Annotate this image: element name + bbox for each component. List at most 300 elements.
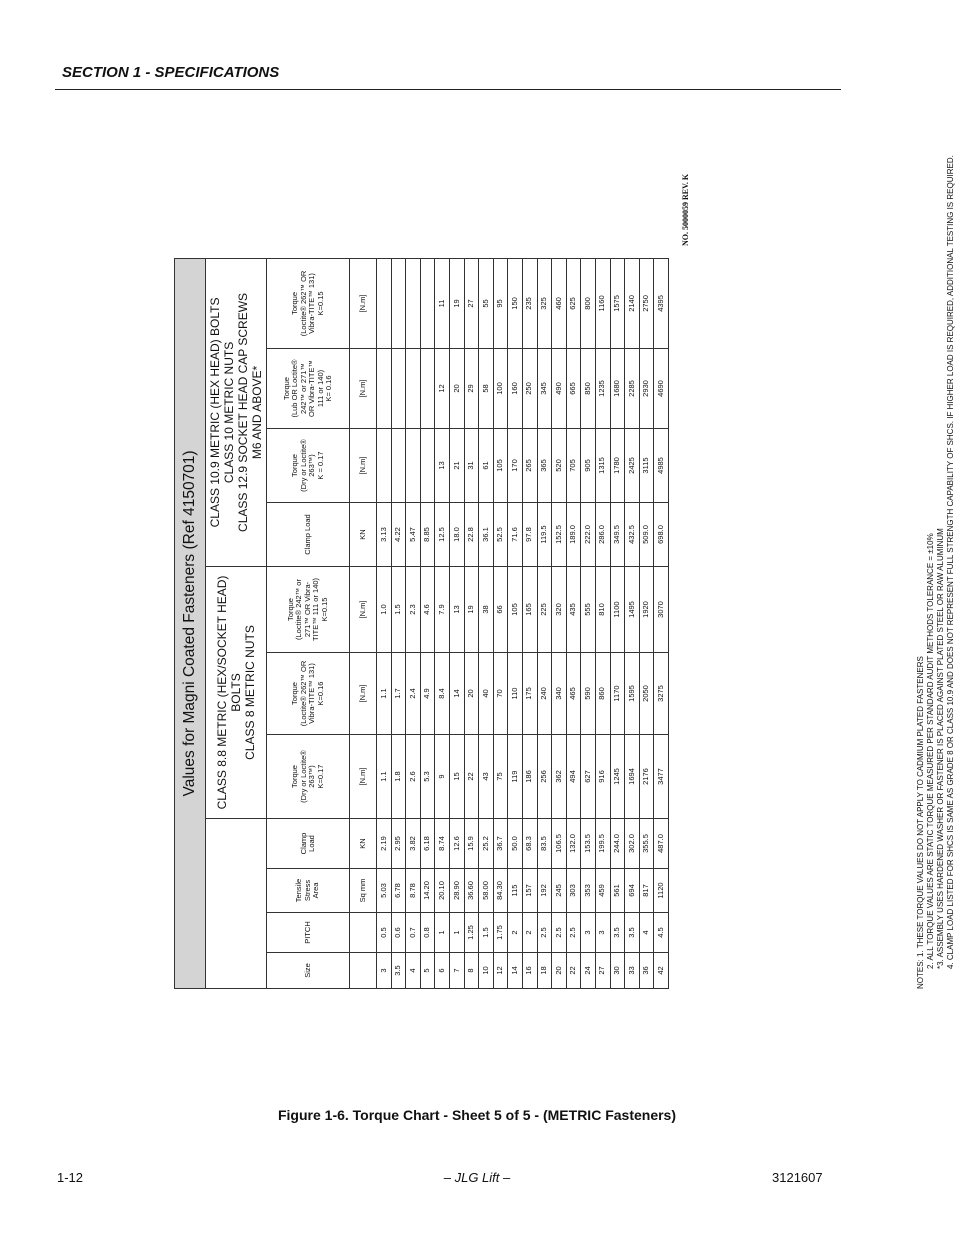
table-cell: 3.5 xyxy=(610,913,625,953)
table-cell: 106.5 xyxy=(552,819,567,869)
table-cell: 83.5 xyxy=(537,819,552,869)
table-row xyxy=(654,258,669,988)
table-row xyxy=(552,258,567,988)
table-cell: 40 xyxy=(479,653,494,735)
table-cell: 170 xyxy=(508,429,523,503)
column-header-line: (Loctite® 262™ OR xyxy=(298,660,308,727)
table-cell: 509.0 xyxy=(639,503,654,567)
table-cell: 490 xyxy=(552,349,567,429)
table-cell: 705 xyxy=(566,429,581,503)
table-row xyxy=(639,258,654,988)
table-cell: 25.2 xyxy=(479,819,494,869)
unit-cell: [N.m] xyxy=(350,735,377,819)
table-cell: 2050 xyxy=(639,653,654,735)
table-cell: 353 xyxy=(581,869,596,913)
table-cell: 694 xyxy=(625,869,640,913)
table-cell: 199.5 xyxy=(595,819,610,869)
table-cell xyxy=(420,258,435,348)
note-line: 4. CLAMP LOAD LISTED FOR SHCS IS SAME AS GRADE 8 OR CLASS 10.9 AND DOES NOT REPRESENT FULL STRENGTH CAPABILITY OF SHCS. IF HIGHER LOAD IS REQUIRED, ADDITIONAL TESTING IS REQUIRED. xyxy=(946,155,955,969)
table-cell: 1100 xyxy=(610,567,625,653)
table-cell: 24 xyxy=(581,953,596,989)
table-cell: 1.8 xyxy=(391,735,406,819)
table-cell: 1235 xyxy=(595,349,610,429)
table-cell: 9 xyxy=(435,735,450,819)
table-cell: 222.0 xyxy=(581,503,596,567)
table-cell: 10 xyxy=(479,953,494,989)
table-cell: 3477 xyxy=(654,735,669,819)
table-cell: 22 xyxy=(464,735,479,819)
table-cell: 3 xyxy=(581,913,596,953)
section-title: SECTION 1 - SPECIFICATIONS xyxy=(62,64,280,81)
table-row xyxy=(435,258,450,988)
table-cell: 1920 xyxy=(639,567,654,653)
table-cell: 119.5 xyxy=(537,503,552,567)
table-cell: 1.5 xyxy=(479,913,494,953)
unit-cell: Sq mm xyxy=(350,869,377,913)
table-cell: 4.6 xyxy=(420,567,435,653)
column-header xyxy=(267,567,350,653)
table-cell: 2.5 xyxy=(552,913,567,953)
table-cell: 8.78 xyxy=(406,869,421,913)
table-cell: 3 xyxy=(595,913,610,953)
table-row xyxy=(581,258,596,988)
column-header-line: 271™ OR Vibra- xyxy=(302,581,312,638)
column-header-line: Torque xyxy=(290,454,299,477)
group-spacer xyxy=(206,819,267,989)
table-cell: 13 xyxy=(435,429,450,503)
table-cell: 186 xyxy=(522,735,537,819)
column-header xyxy=(267,913,350,953)
table-cell: 1495 xyxy=(625,567,640,653)
header-divider xyxy=(55,89,841,90)
table-cell: 0.8 xyxy=(420,913,435,953)
table-cell: 19 xyxy=(449,258,464,348)
table-cell: 345 xyxy=(537,349,552,429)
unit-cell xyxy=(350,913,377,953)
table-cell: 5.3 xyxy=(420,735,435,819)
column-header xyxy=(267,258,350,348)
table-cell: 153.5 xyxy=(581,819,596,869)
table-cell: 1315 xyxy=(595,429,610,503)
column-header-line: Stress xyxy=(302,879,312,902)
table-cell: 2.4 xyxy=(406,653,421,735)
table-row xyxy=(479,258,494,988)
table-cell: 2 xyxy=(508,913,523,953)
table-cell: 1 xyxy=(449,913,464,953)
table-cell xyxy=(406,429,421,503)
table-cell: 15 xyxy=(449,735,464,819)
table-cell: 97.8 xyxy=(522,503,537,567)
group-class-10-9-line: M6 AND ABOVE* xyxy=(250,365,264,460)
table-cell: 175 xyxy=(522,653,537,735)
table-cell: 340 xyxy=(552,653,567,735)
page-number: 1-12 xyxy=(57,1170,84,1185)
table-cell xyxy=(391,349,406,429)
table-cell: 1 xyxy=(435,913,450,953)
table-row xyxy=(508,258,523,988)
column-header-line: (Dry or Loctite® xyxy=(298,439,308,492)
table-cell: 43 xyxy=(479,735,494,819)
table-cell: 3115 xyxy=(639,429,654,503)
table-cell: 66 xyxy=(493,567,508,653)
table-cell: 1680 xyxy=(610,349,625,429)
table-cell: 465 xyxy=(566,653,581,735)
column-header-line: Vibra-TITE™ 131) xyxy=(307,663,316,724)
unit-cell: [N.m] xyxy=(350,567,377,653)
table-cell xyxy=(420,429,435,503)
table-cell: 16 xyxy=(522,953,537,989)
table-row xyxy=(493,258,508,988)
table-cell: 1170 xyxy=(610,653,625,735)
column-header xyxy=(267,869,350,913)
table-cell: 2 xyxy=(522,913,537,953)
table-cell: 165 xyxy=(522,567,537,653)
column-header-line: K=0.15 xyxy=(315,291,325,316)
table-cell xyxy=(377,429,392,503)
column-header xyxy=(267,503,350,567)
table-title: Values for Magni Coated Fasteners (Ref 4150701) xyxy=(175,258,206,988)
table-cell: 5.47 xyxy=(406,503,421,567)
table-cell: 432.5 xyxy=(625,503,640,567)
table-cell: 0.7 xyxy=(406,913,421,953)
column-header-line: Torque xyxy=(290,291,299,315)
table-cell: 245 xyxy=(552,869,567,913)
table-cell: 8.4 xyxy=(435,653,450,735)
table-cell: 2.95 xyxy=(391,819,406,869)
table-row xyxy=(391,258,406,988)
table-cell: 14.20 xyxy=(420,869,435,913)
column-header xyxy=(267,349,350,429)
table-cell: 36.1 xyxy=(479,503,494,567)
table-cell: 817 xyxy=(639,869,654,913)
table-cell: 916 xyxy=(595,735,610,819)
table-cell: 362 xyxy=(552,735,567,819)
table-cell: 4690 xyxy=(654,349,669,429)
column-header-line: Torque xyxy=(290,765,299,788)
table-cell: 4985 xyxy=(654,429,669,503)
table-cell: 303 xyxy=(566,869,581,913)
table-cell: 132.0 xyxy=(566,819,581,869)
torque-chart-content xyxy=(174,151,955,989)
table-cell: 905 xyxy=(581,429,596,503)
table-cell xyxy=(377,349,392,429)
column-header xyxy=(267,429,350,503)
torque-table-body xyxy=(377,258,669,988)
table-cell: 152.5 xyxy=(552,503,567,567)
table-cell: 58.00 xyxy=(479,869,494,913)
table-cell: 256 xyxy=(537,735,552,819)
table-cell: 302.0 xyxy=(625,819,640,869)
table-cell: 494 xyxy=(566,735,581,819)
table-cell: 1245 xyxy=(610,735,625,819)
column-header-line: OR Vibra-TITE™ xyxy=(307,360,316,417)
table-cell: 225 xyxy=(537,567,552,653)
table-row xyxy=(464,258,479,988)
group-class-10-9-line: CLASS 10 METRIC NUTS xyxy=(222,341,236,484)
table-cell: 110 xyxy=(508,653,523,735)
table-cell: 286.0 xyxy=(595,503,610,567)
table-cell: 698.0 xyxy=(654,503,669,567)
table-cell: 320 xyxy=(552,567,567,653)
figure-caption: Figure 1-6. Torque Chart - Sheet 5 of 5 - (METRIC Fasteners) xyxy=(277,1107,676,1123)
table-cell: 12.5 xyxy=(435,503,450,567)
table-cell: 2.5 xyxy=(566,913,581,953)
table-cell: 355.5 xyxy=(639,819,654,869)
unit-cell: KN xyxy=(350,819,377,869)
table-cell: 8 xyxy=(464,953,479,989)
table-cell: 3275 xyxy=(654,653,669,735)
table-cell: 36.60 xyxy=(464,869,479,913)
table-cell: 58 xyxy=(479,349,494,429)
table-cell: 2285 xyxy=(625,349,640,429)
unit-cell: KN xyxy=(350,503,377,567)
table-cell: 1.1 xyxy=(377,653,392,735)
table-cell: 590 xyxy=(581,653,596,735)
table-cell: 55 xyxy=(479,258,494,348)
note-line: NOTES: 1. THESE TORQUE VALUES DO NOT APPLY TO CADMIUM PLATED FASTENERS xyxy=(916,656,925,989)
table-row xyxy=(449,258,464,988)
table-cell: 2.6 xyxy=(406,735,421,819)
table-cell: 0.5 xyxy=(377,913,392,953)
table-cell xyxy=(406,349,421,429)
table-cell: 20 xyxy=(449,349,464,429)
table-cell: 1575 xyxy=(610,258,625,348)
column-header-line: K=0.16 xyxy=(315,681,325,706)
table-cell: 6 xyxy=(435,953,450,989)
table-cell: 1694 xyxy=(625,735,640,819)
table-cell: 2750 xyxy=(639,258,654,348)
column-header-line: Tensile xyxy=(294,878,304,903)
note-line: *3. ASSEMBLY USES HARDENED WASHER OR FASTENER IS PLACED AGAINST PLATED STEEL OR RAW ALUMINUM xyxy=(936,528,945,969)
note-line: 2. ALL TORQUE VALUES ARE STATIC TORQUE MEASURED PER STANDARD AUDIT METHODS TOLERANCE = ±10% xyxy=(926,533,935,969)
table-cell: 5 xyxy=(420,953,435,989)
column-header-line: PITCH xyxy=(302,921,312,944)
table-cell xyxy=(406,258,421,348)
table-cell: 27 xyxy=(464,258,479,348)
table-cell: 115 xyxy=(508,869,523,913)
table-cell: 71.6 xyxy=(508,503,523,567)
group-class-8-8 xyxy=(206,567,267,819)
table-row xyxy=(537,258,552,988)
group-class-10-9-line: CLASS 10.9 METRIC (HEX HEAD) BOLTS xyxy=(208,297,222,528)
column-header-row xyxy=(267,258,350,988)
table-cell: 6.18 xyxy=(420,819,435,869)
table-cell: 2.3 xyxy=(406,567,421,653)
table-cell: 8.85 xyxy=(420,503,435,567)
table-cell: 33 xyxy=(625,953,640,989)
table-cell: 105 xyxy=(508,567,523,653)
table-cell: 2.5 xyxy=(537,913,552,953)
table-cell: 13 xyxy=(449,567,464,653)
table-cell: 6.78 xyxy=(391,869,406,913)
table-row xyxy=(566,258,581,988)
footer-brand: – JLG Lift – xyxy=(443,1170,511,1185)
column-header-line: Area xyxy=(311,882,321,899)
table-cell: 365 xyxy=(537,429,552,503)
unit-cell: [N.m] xyxy=(350,429,377,503)
table-cell: 157 xyxy=(522,869,537,913)
table-cell: 2140 xyxy=(625,258,640,348)
table-cell: 325 xyxy=(537,258,552,348)
table-cell: 20.10 xyxy=(435,869,450,913)
unit-cell: [N.m] xyxy=(350,258,377,348)
table-cell: 20 xyxy=(552,953,567,989)
table-cell: 75 xyxy=(493,735,508,819)
column-header-line: (Loctite® 242™ or xyxy=(294,579,304,640)
column-header-line: (Dry or Loctite® xyxy=(298,750,308,803)
unit-cell xyxy=(350,953,377,989)
table-cell: 20 xyxy=(464,653,479,735)
table-cell: 84.30 xyxy=(493,869,508,913)
table-cell: 250 xyxy=(522,349,537,429)
column-header-line: K = 0.17 xyxy=(315,451,325,480)
table-cell: 1.1 xyxy=(377,735,392,819)
column-header-line: K=0.15 xyxy=(319,597,329,622)
table-cell: 38 xyxy=(479,567,494,653)
table-cell xyxy=(420,349,435,429)
column-header-line: Torque xyxy=(281,377,291,400)
table-cell: 14 xyxy=(508,953,523,989)
column-header-line: K=0.17 xyxy=(315,764,325,789)
unit-cell: [N.m] xyxy=(350,653,377,735)
table-cell: 1.5 xyxy=(391,567,406,653)
table-row xyxy=(522,258,537,988)
table-cell: 4395 xyxy=(654,258,669,348)
table-cell: 265 xyxy=(522,429,537,503)
rotated-torque-chart xyxy=(174,155,955,1097)
table-cell: 860 xyxy=(595,653,610,735)
column-header-line: Size xyxy=(302,963,312,978)
table-cell: 11 xyxy=(435,258,450,348)
table-cell: 800 xyxy=(581,258,596,348)
table-cell: 459 xyxy=(595,869,610,913)
table-cell: 3070 xyxy=(654,567,669,653)
table-cell: 22 xyxy=(566,953,581,989)
table-cell: 2176 xyxy=(639,735,654,819)
table-cell: 1.25 xyxy=(464,913,479,953)
table-cell: 189.0 xyxy=(566,503,581,567)
table-cell: 3.82 xyxy=(406,819,421,869)
unit-cell: [N.m] xyxy=(350,349,377,429)
table-cell xyxy=(391,429,406,503)
table-cell: 7.9 xyxy=(435,567,450,653)
table-cell: 18 xyxy=(537,953,552,989)
group-class-8-8-line: CLASS 8 METRIC NUTS xyxy=(243,625,257,760)
table-cell: 15.9 xyxy=(464,819,479,869)
column-header-line: Clamp Load xyxy=(302,514,312,555)
table-cell: 240 xyxy=(537,653,552,735)
table-cell: 27 xyxy=(595,953,610,989)
table-cell: 627 xyxy=(581,735,596,819)
table-cell: 61 xyxy=(479,429,494,503)
table-cell: 30 xyxy=(610,953,625,989)
column-header-line: Clamp xyxy=(298,832,308,855)
table-cell: 100 xyxy=(493,349,508,429)
torque-table xyxy=(174,258,669,989)
table-cell: 520 xyxy=(552,429,567,503)
column-header-line: Torque xyxy=(285,598,295,621)
table-cell xyxy=(391,258,406,348)
table-cell: 2930 xyxy=(639,349,654,429)
table-cell: 435 xyxy=(566,567,581,653)
table-cell: 50.0 xyxy=(508,819,523,869)
table-cell: 4.9 xyxy=(420,653,435,735)
table-cell: 4.22 xyxy=(391,503,406,567)
table-cell: 14 xyxy=(449,653,464,735)
table-cell: 625 xyxy=(566,258,581,348)
table-cell: 3.5 xyxy=(625,913,640,953)
table-cell: 150 xyxy=(508,258,523,348)
table-cell: 22.8 xyxy=(464,503,479,567)
table-cell: 7 xyxy=(449,953,464,989)
column-header-line: TITE™ 111 or 140) xyxy=(311,577,321,642)
column-header-line: 242™ or 271™ xyxy=(298,363,308,414)
column-header xyxy=(267,819,350,869)
table-cell: 95 xyxy=(493,258,508,348)
table-cell: 3.5 xyxy=(391,953,406,989)
column-header-line: (Loctite® 262™ OR xyxy=(298,270,308,337)
column-header-line: Vibra-TITE™ 131) xyxy=(307,273,316,334)
group-class-10-9 xyxy=(206,258,267,566)
table-cell: 850 xyxy=(581,349,596,429)
table-cell: 810 xyxy=(595,567,610,653)
table-cell: 1780 xyxy=(610,429,625,503)
table-cell: 119 xyxy=(508,735,523,819)
unit-row xyxy=(350,258,377,988)
table-cell: 2425 xyxy=(625,429,640,503)
table-cell: 68.3 xyxy=(522,819,537,869)
table-cell: 12.6 xyxy=(449,819,464,869)
table-row xyxy=(610,258,625,988)
table-cell: 21 xyxy=(449,429,464,503)
table-cell: 1160 xyxy=(595,258,610,348)
table-cell: 52.5 xyxy=(493,503,508,567)
table-cell: 3.13 xyxy=(377,503,392,567)
column-header xyxy=(267,953,350,989)
table-cell: 235 xyxy=(522,258,537,348)
table-cell: 5.03 xyxy=(377,869,392,913)
table-cell: 561 xyxy=(610,869,625,913)
document-number: 3121607 xyxy=(772,1170,823,1185)
table-cell: 349.5 xyxy=(610,503,625,567)
column-header-line: 111 or 140) xyxy=(315,369,325,408)
column-header-line: Torque xyxy=(290,682,299,705)
table-row xyxy=(377,258,392,988)
table-row xyxy=(406,258,421,988)
table-cell: 36 xyxy=(639,953,654,989)
table-cell: 192 xyxy=(537,869,552,913)
table-cell: 1595 xyxy=(625,653,640,735)
column-header-line: K= 0.16 xyxy=(324,375,333,402)
table-cell: 4 xyxy=(406,953,421,989)
table-cell: 4.5 xyxy=(654,913,669,953)
table-cell: 70 xyxy=(493,653,508,735)
table-cell: 2.19 xyxy=(377,819,392,869)
table-cell: 18.0 xyxy=(449,503,464,567)
table-cell: 31 xyxy=(464,429,479,503)
document-reference: NO. 5000059 REV. K xyxy=(681,173,690,246)
table-cell: 1120 xyxy=(654,869,669,913)
table-row xyxy=(595,258,610,988)
table-cell: 36.7 xyxy=(493,819,508,869)
table-cell: 12 xyxy=(493,953,508,989)
table-cell: 8.74 xyxy=(435,819,450,869)
table-cell xyxy=(377,258,392,348)
table-cell: 12 xyxy=(435,349,450,429)
table-row xyxy=(625,258,640,988)
table-cell: 1.7 xyxy=(391,653,406,735)
column-header xyxy=(267,653,350,735)
